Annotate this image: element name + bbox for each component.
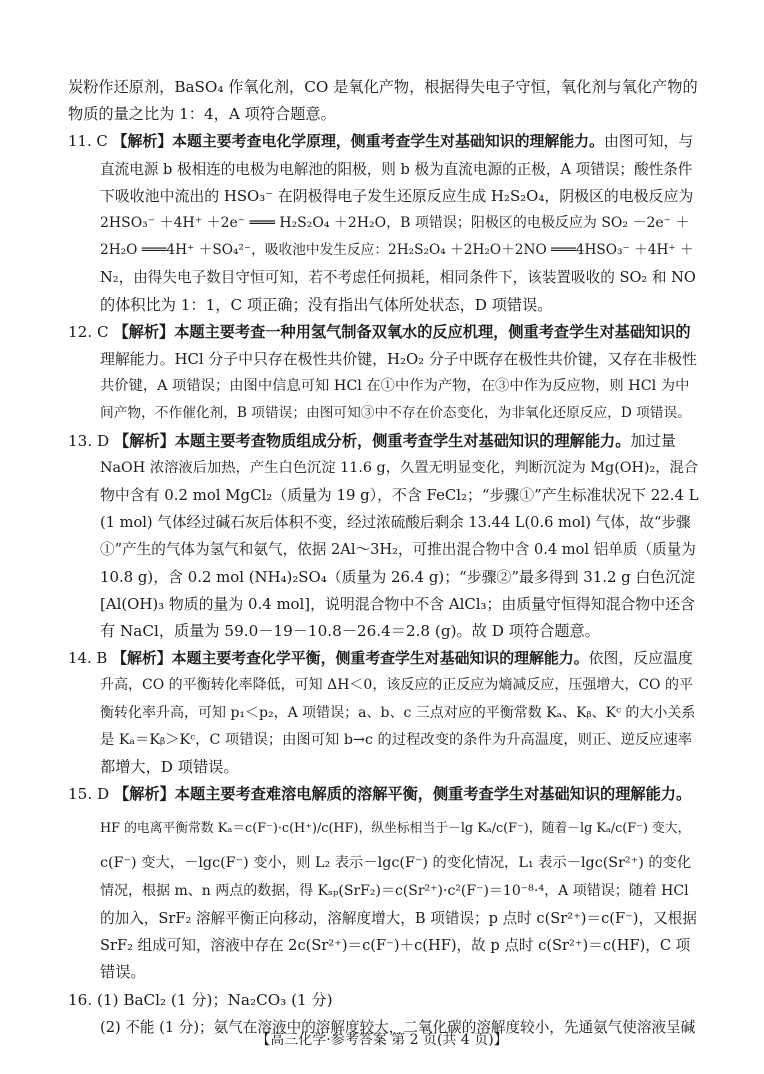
question-12-heading: 12. C 【解析】本题主要考查一种用氢气制备双氧水的反应机理，侧重考查学生对基础知识的: [68, 322, 691, 341]
text-line: 是 Kₐ＝Kᵦ＞Kᶜ，C 项错误；由图可知 b→c 的过程改变的条件为升高温度，则正、逆反应速率: [100, 731, 693, 748]
text-line: 2H₂O ═══4H⁺ ＋SO₄²⁻，吸收池中发生反应：2H₂S₂O₄ ＋2H₂O＋2NO ═══4HSO₃⁻ ＋4H⁺ ＋: [100, 242, 694, 259]
question-15-heading: 15. D 【解析】本题主要考查难溶电解质的溶解平衡，侧重考查学生对基础知识的理解能力。: [68, 785, 692, 804]
text-line: 共价键，A 项错误；由图中信息可知 HCl 在①中作为产物，在③中作为反应物，则 HCl 为中: [100, 378, 690, 395]
text-line: (2) 不能 (1 分)；氨气在溶液中的溶解度较大，二氧化碳的溶解度较小，先通氨气使溶液呈碱: [100, 1018, 696, 1036]
text-line: 物中含有 0.2 mol MgCl₂（质量为 19 g），不含 FeCl₂；“步骤①”产生标准状况下 22.4 L: [100, 486, 699, 505]
question-14-heading: 14. B 【解析】本题主要考查化学平衡，侧重考查学生对基础知识的理解能力。依图，反应温度: [68, 649, 693, 668]
text-line: 炭粉作还原剂，BaSO₄ 作氧化剂，CO 是氧化产物，根据得失电子守恒，氧化剂与氧化产物的: [68, 78, 698, 96]
text-line: ①”产生的气体为氢气和氨气，依据 2Al～3H₂，可推出混合物中含 0.4 mol 铝单质（质量为: [100, 541, 696, 559]
text-line: N₂，由得失电子数目守恒可知，若不考虑任何损耗，相同条件下，该装置吸收的 SO₂ 和 NO: [100, 269, 696, 287]
text-line: NaOH 浓溶液后加热，产生白色沉淀 11.6 g，久置无明显变化，判断沉淀为 Mg(OH)₂，混合: [100, 459, 699, 476]
text-line: [Al(OH)₃ 物质的量为 0.4 mol]，说明混合物中不含 AlCl₃；由质量守恒得知混合物中还含: [100, 594, 695, 613]
question-16-heading: 16. (1) BaCl₂ (1 分)；Na₂CO₃ (1 分): [68, 990, 333, 1009]
question-13-heading: 13. D 【解析】本题主要考查物质组成分析，侧重考查学生对基础知识的理解能力。加过量: [68, 431, 676, 450]
page-footer: 【高三化学·参考答案 第 2 页(共 4 页)】: [256, 1032, 508, 1048]
text-line: 错误。: [100, 963, 146, 982]
text-line: 的加入，SrF₂ 溶解平衡正向移动，溶解度增大，B 项错误；p 点时 c(Sr²⁺)＝c(F⁻)，又根据: [100, 909, 697, 927]
text-line: 升高，CO 的平衡转化率降低，可知 ΔH＜0，该反应的正反应为熵减反应，压强增大，CO 的平: [100, 677, 693, 694]
formula-line: HF 的电离平衡常数 Kₐ＝c(F⁻)·c(H⁺)/c(HF)，纵坐标相当于－lg Kₐ/c(F⁻)，随着－lg Kₐ/c(F⁻) 变大，: [100, 821, 691, 837]
text-line: 2HSO₃⁻ ＋4H⁺ ＋2e⁻ ═══ H₂S₂O₄ ＋2H₂O，B 项错误；阳极区的电极反应为 SO₂ －2e⁻ ＋: [100, 215, 690, 232]
text-line: 物质的量之比为 1：4，A 项符合题意。: [68, 105, 336, 124]
text-line: (1 mol) 气体经过碱石灰后体积不变，经过浓硫酸后剩余 13.44 L(0.6 mol) 气体，故“步骤: [100, 514, 691, 532]
text-line: 10.8 g)，含 0.2 mol (NH₄)₂SO₄（质量为 26.4 g)；“步骤②”最多得到 31.2 g 白色沉淀: [100, 567, 696, 586]
text-line: 间产物，不作催化剂，B 项错误；由图可知③中不存在价态变化，为非氧化还原反应，D 项错误。: [100, 405, 691, 422]
text-line: 直流电源 b 极相连的电极为电解池的阳极，则 b 极为直流电源的正极，A 项错误；酸性条件: [100, 160, 693, 178]
text-line: 理解能力。HCl 分子中只存在极性共价键，H₂O₂ 分子中既存在极性共价键，又存在非极性: [100, 350, 697, 369]
text-line: 的体积比为 1：1，C 项正确；没有指出气体所处状态，D 项错误。: [100, 295, 553, 314]
answer-page-body: [68, 74, 698, 1041]
text-line: SrF₂ 组成可知，溶液中存在 2c(Sr²⁺)＝c(F⁻)＋c(HF)，故 p 点时 c(Sr²⁺)＝c(HF)，C 项: [100, 937, 691, 955]
text-line: 有 NaCl，质量为 59.0－19－10.8－26.4＝2.8 (g)。故 D 项符合题意。: [100, 622, 600, 641]
question-11-heading: 11. C 【解析】本题主要考查电化学原理，侧重考查学生对基础知识的理解能力。由图可知，与: [68, 132, 694, 151]
text-line: 下吸收池中流出的 HSO₃⁻ 在阴极得电子发生还原反应生成 H₂S₂O₄，阴极区的电极反应为: [100, 186, 694, 205]
text-line: 都增大，D 项错误。: [100, 758, 239, 777]
text-line: c(F⁻) 变大，－lgc(F⁻) 变小，则 L₂ 表示－lgc(F⁻) 的变化情况，L₁ 表示－lgc(Sr²⁺) 的变化: [100, 855, 692, 872]
text-line: 衡转化率升高，可知 p₁＜p₂，A 项错误；a、b、c 三点对应的平衡常数 Kₐ、Kᵦ、Kᶜ 的大小关系: [100, 704, 696, 721]
text-line: 情况，根据 m、n 两点的数据，得 Kₛₚ(SrF₂)＝c(Sr²⁺)·c²(F⁻)＝10⁻⁸⋅⁴，A 项错误；随着 HCl: [100, 882, 689, 899]
